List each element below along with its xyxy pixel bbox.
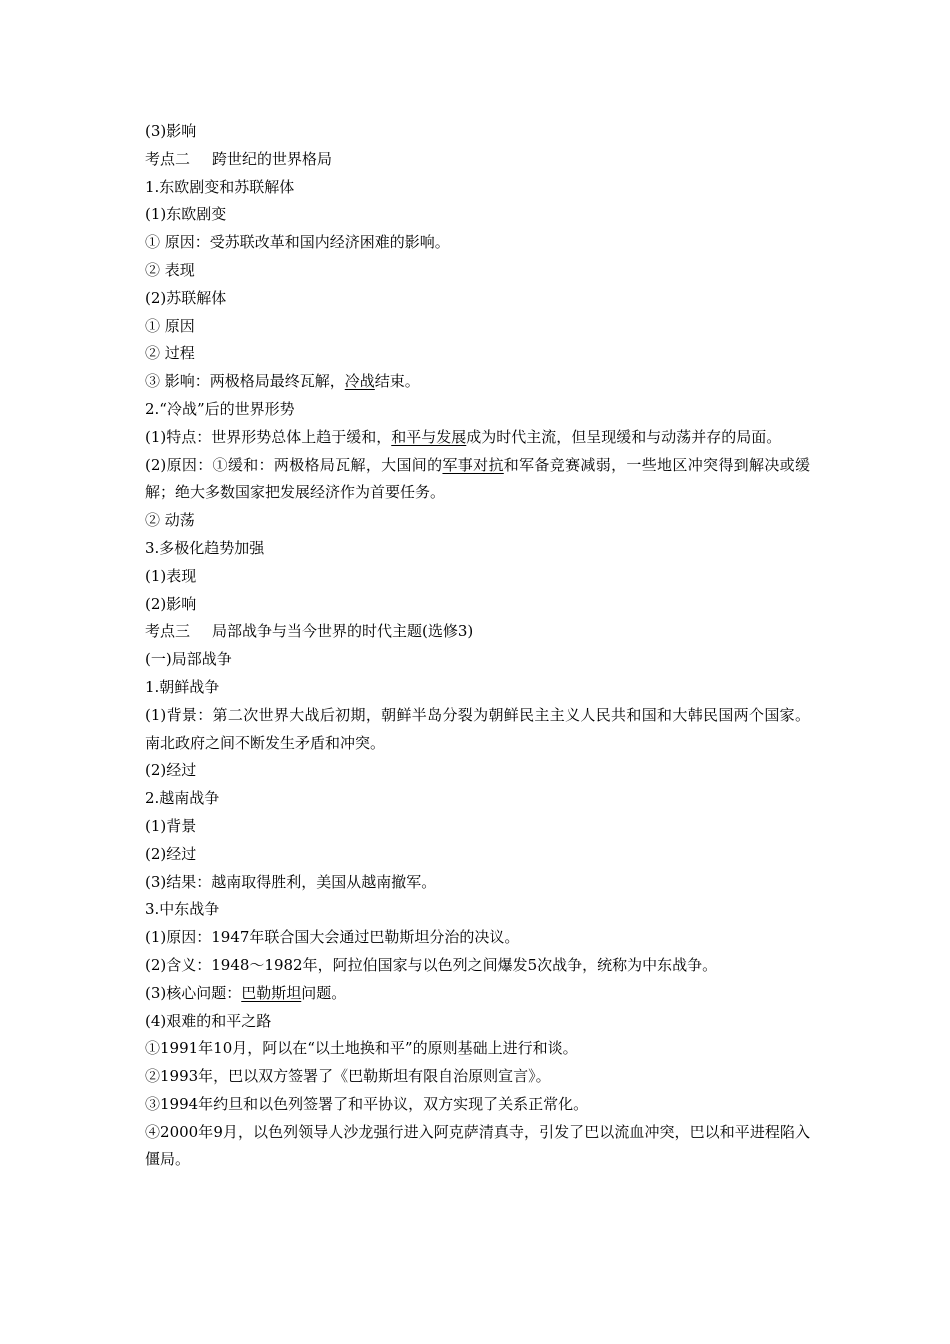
underlined-term: 冷战	[344, 372, 375, 391]
section-label: 考点二	[145, 149, 191, 168]
text-span: 和军备竞赛减弱，一些地区冲突得到解决或缓解；绝大多数国家把发展经济作为首要任务。	[145, 455, 810, 502]
text-line: (2)苏联解体	[145, 288, 227, 307]
text-line: (2)经过	[145, 844, 197, 863]
section-title: 局部战争与当今世界的时代主题(选修3)	[212, 622, 474, 641]
text-line: (3)结果：越南取得胜利，美国从越南撤军。	[145, 872, 437, 891]
text-line: 3.中东战争	[145, 900, 220, 919]
text-line: (2)经过	[145, 761, 197, 780]
text-paragraph	[145, 424, 810, 452]
text-span: 成为时代主流，但呈现缓和与动荡并存的局面。	[466, 427, 782, 446]
text-line: (3)影响	[145, 122, 197, 140]
text-line: ① 原因：受苏联改革和国内经济困难的影响。	[145, 233, 450, 252]
text-paragraph: (1)背景：第二次世界大战后初期，朝鲜半岛分裂为朝鲜民主主义人民共和国和大韩民国两个国家。南北政府之间不断发生矛盾和冲突。	[145, 705, 810, 752]
section-heading-2	[145, 146, 810, 174]
text-line: (1)原因：1947年联合国大会通过巴勒斯坦分治的决议。	[145, 928, 520, 947]
underlined-term: 军事对抗	[442, 455, 504, 474]
text-span: 问题。	[301, 983, 347, 1002]
text-line: (2)影响	[145, 594, 197, 613]
text-line	[145, 980, 810, 1008]
text-paragraph: ④2000年9月，以色列领导人沙龙强行进入阿克萨清真寺，引发了巴以流血冲突，巴以和平进程陷入僵局。	[145, 1122, 810, 1169]
document-body	[145, 118, 810, 1174]
text-line: 1.朝鲜战争	[145, 677, 220, 696]
text-line: (1)表现	[145, 566, 197, 585]
text-line: (一)局部战争	[145, 650, 232, 669]
text-line: ③1994年约旦和以色列签署了和平协议，双方实现了关系正常化。	[145, 1094, 589, 1113]
text-line: (1)背景	[145, 816, 197, 835]
text-line: ② 表现	[145, 260, 195, 279]
section-title: 跨世纪的世界格局	[212, 149, 333, 168]
text-line	[145, 368, 810, 396]
underlined-term: 和平与发展	[391, 427, 467, 446]
text-line: 3.多极化趋势加强	[145, 538, 265, 557]
text-line: 1.东欧剧变和苏联解体	[145, 177, 295, 196]
text-line: 2.“冷战”后的世界形势	[145, 399, 295, 418]
text-span: (2)原因：①缓和：两极格局瓦解，大国间的	[145, 455, 443, 474]
text-span: (1)特点：世界形势总体上趋于缓和，	[145, 427, 392, 446]
text-line: 2.越南战争	[145, 789, 220, 808]
text-line: ② 过程	[145, 344, 195, 363]
text-span: ③ 影响：两极格局最终瓦解，	[145, 372, 345, 391]
text-line: (1)东欧剧变	[145, 205, 227, 224]
text-span: (3)核心问题：	[145, 983, 242, 1002]
text-paragraph	[145, 452, 810, 508]
text-span: 结束。	[374, 372, 420, 391]
text-line: ①1991年10月，阿以在“以土地换和平”的原则基础上进行和谈。	[145, 1039, 578, 1058]
text-line: (4)艰难的和平之路	[145, 1011, 272, 1030]
underlined-term: 巴勒斯坦	[241, 983, 302, 1002]
text-line: ① 原因	[145, 316, 195, 335]
section-label: 考点三	[145, 622, 191, 641]
section-heading-3	[145, 618, 810, 646]
text-line: ② 动荡	[145, 511, 195, 530]
text-line: ②1993年，巴以双方签署了《巴勒斯坦有限自治原则宣言》。	[145, 1067, 551, 1086]
text-line: (2)含义：1948～1982年，阿拉伯国家与以色列之间爆发5次战争，统称为中东战争。	[145, 955, 718, 974]
